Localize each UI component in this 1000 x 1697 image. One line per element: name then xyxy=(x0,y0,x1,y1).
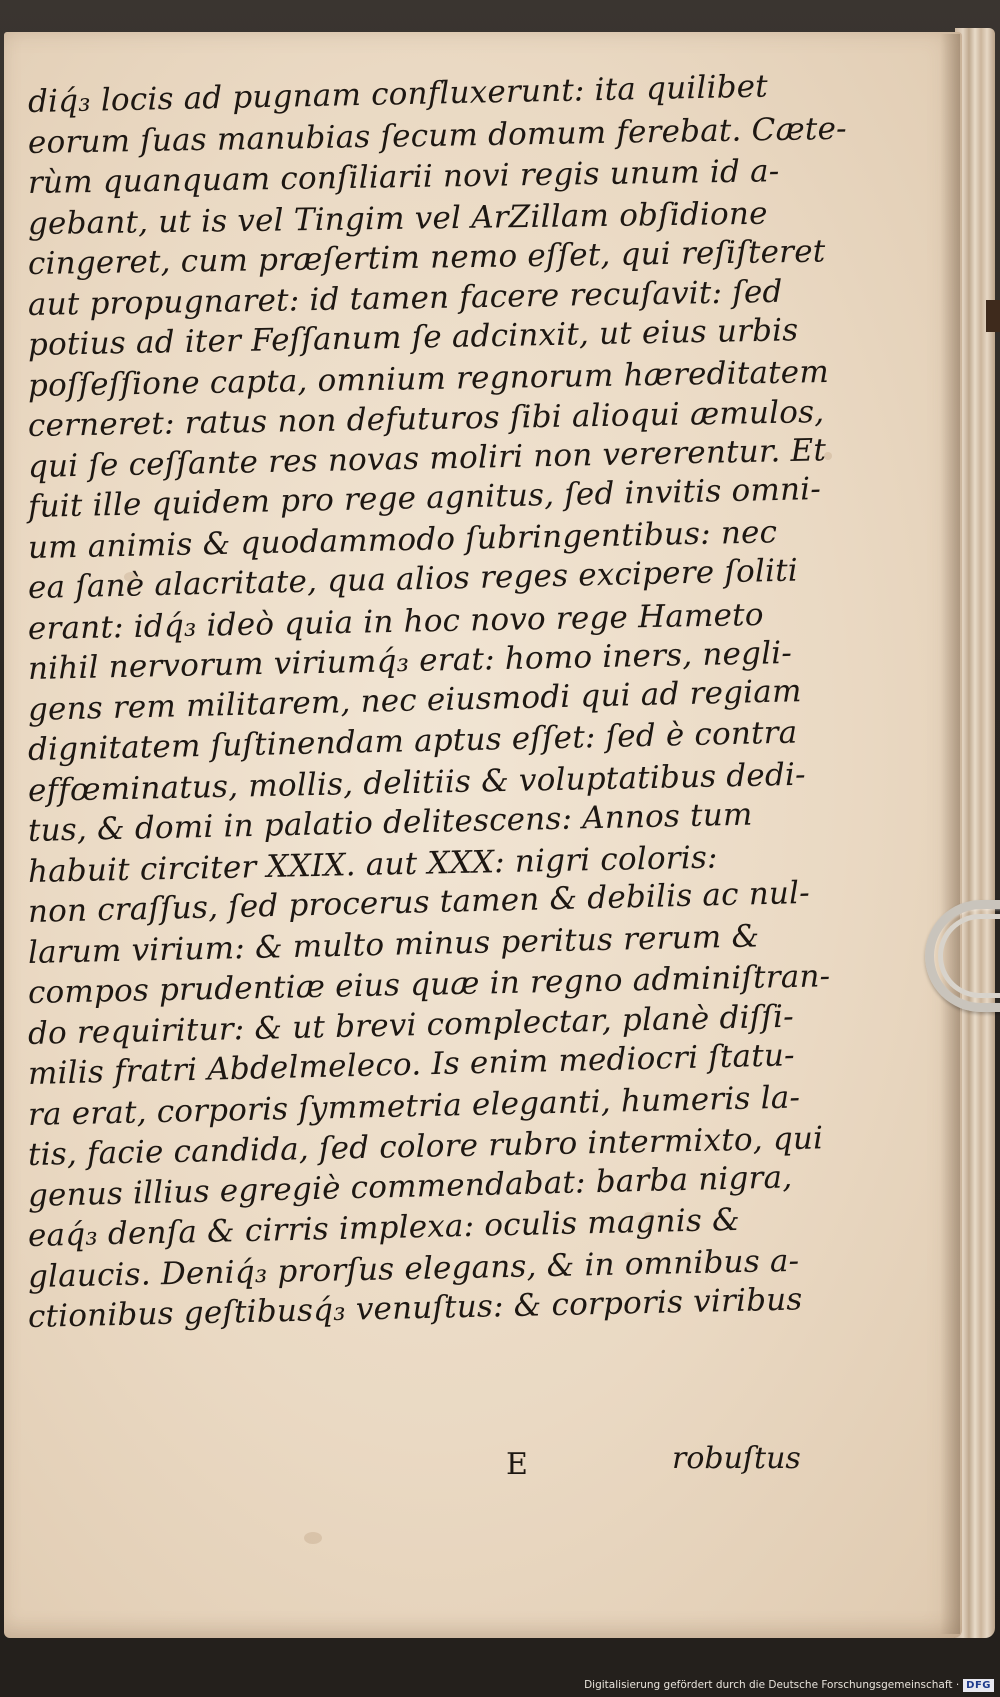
edge-marker xyxy=(986,300,1000,332)
text-line: tus, & domi in palatio delitescens: Annos tum xyxy=(27,796,753,849)
text-line: larum virium: & multo minus peritus rerum & xyxy=(27,917,760,971)
text-line: effœminatus, mollis, delitiis & voluptatibus dedi- xyxy=(27,756,807,809)
text-line: eaq́₃ denſa & cirris implexa: oculis magnis & xyxy=(27,1201,741,1254)
text-line: aut propugnaret: id tamen facere recuſavit: ſed xyxy=(27,273,783,323)
text-line: ra erat, corporis ſymmetria eleganti, humeris la- xyxy=(27,1078,801,1133)
text-line: erant: idq́₃ ideò quia in hoc novo rege Hameto xyxy=(27,596,764,647)
text-line: um animis & quodammodo ſubringentibus: nec xyxy=(27,513,778,566)
text-line: nihil nervorum viriumq́₃ erat: homo iners, negli- xyxy=(27,635,793,687)
text-line: fuit ille quidem pro rege agnitus, ſed invitis omni- xyxy=(27,471,822,525)
foxing-spot xyxy=(304,1532,322,1544)
text-line: ea ſanè alacritate, qua alios reges excipere ſoliti xyxy=(27,552,799,606)
text-line: dignitatem ſuſtinendam aptus eſſet: ſed è contra xyxy=(27,714,798,768)
credit-text: Digitalisierung gefördert durch die Deutsche Forschungsgemeinschaft · xyxy=(584,1679,960,1691)
text-line: diq́₃ locis ad pugnam confluxerunt: ita quilibet xyxy=(27,68,769,120)
text-line: rùm quanquam conſiliarii novi regis unum id a- xyxy=(27,153,780,201)
text-line: cerneret: ratus non defuturos ſibi alioqui æmulos, xyxy=(27,394,825,444)
text-line: glaucis. Deniq́₃ prorſus elegans, & in omnibus a- xyxy=(27,1242,800,1295)
text-line: potius ad iter Feſſanum ſe adcinxit, ut eius urbis xyxy=(27,312,799,363)
page-shadow xyxy=(940,34,960,1634)
text-line: do requiritur: & ut brevi complectar, planè diſſi- xyxy=(27,998,795,1052)
text-line: gebant, ut is vel Tingim vel ArZillam obſidione xyxy=(27,195,768,242)
text-line: non craſſus, ſed procerus tamen & debilis ac nul- xyxy=(27,874,811,930)
text-line: gens rem militarem, nec eiusmodi qui ad regiam xyxy=(27,672,802,728)
text-line: qui ſe ceſſante res novas moliri non vererentur. Et xyxy=(27,431,827,485)
catchword: robuſtus xyxy=(672,1441,801,1476)
page-body-text xyxy=(27,68,848,1338)
text-line: milis fratri Abdelmeleco. Is enim mediocri ſtatu- xyxy=(27,1037,796,1092)
dfg-logo: DFG xyxy=(963,1679,994,1692)
text-line: habuit circiter XXIX. aut XXX: nigri coloris: xyxy=(27,839,718,890)
text-line: eorum ſuas manubias ſecum domum ferebat. Cæte- xyxy=(27,110,848,161)
digitization-credit xyxy=(584,1675,994,1695)
text-line: ctionibus geſtibusq́₃ venuſtus: & corporis viribus xyxy=(27,1281,803,1335)
text-line: poſſeſſione capta, omnium regnorum hæreditatem xyxy=(27,353,830,404)
text-line: cingeret, cum præſertim nemo eſſet, qui reſiſteret xyxy=(27,233,826,282)
text-line: tis, facie candida, ſed colore rubro intermixto, qui xyxy=(27,1120,824,1173)
signature-mark: E xyxy=(506,1447,528,1482)
text-line: genus illius egregiè commendabat: barba nigra, xyxy=(27,1158,793,1214)
text-line: compos prudentiæ eius quæ in regno adminiſtran- xyxy=(27,958,831,1011)
